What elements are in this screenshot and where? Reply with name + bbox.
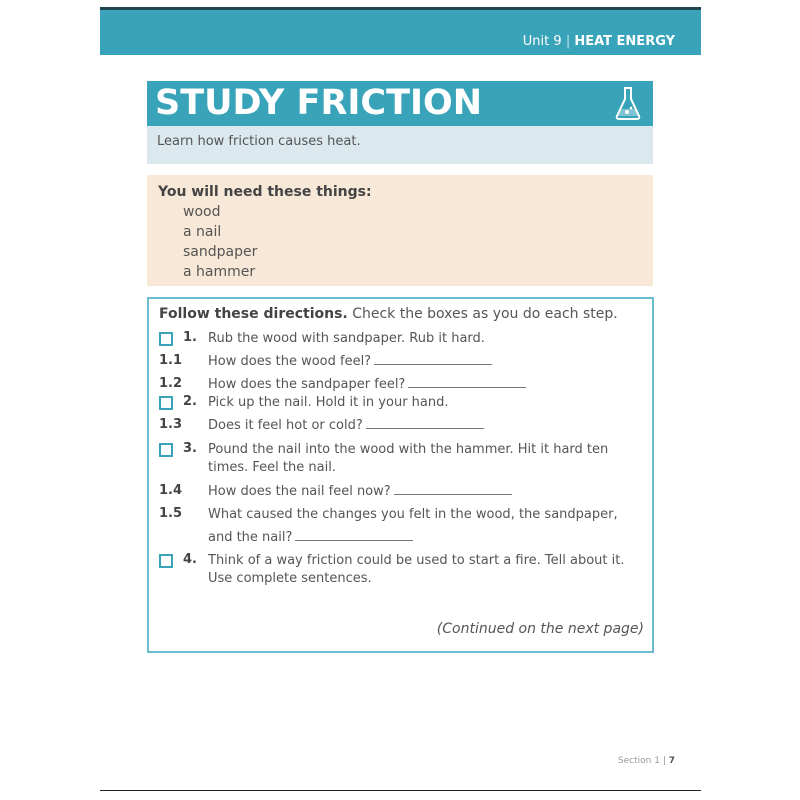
header-banner (100, 10, 701, 55)
item-text: How does the wood feel? (208, 354, 372, 369)
item-text: What caused the changes you felt in the wood, the sandpaper, and the nail? (208, 507, 618, 545)
step-number: 3. (183, 441, 197, 456)
step-checkbox[interactable] (159, 332, 173, 346)
directions-intro: Follow these directions. Check the boxes as you do each step. (159, 306, 618, 322)
question-number: 1.3 (159, 417, 183, 432)
directions-box (147, 297, 654, 653)
item-text: Rub the wood with sandpaper. Rub it hard. (208, 331, 485, 346)
page-footer: Section 1 | 7 (617, 756, 675, 766)
answer-blank[interactable] (394, 484, 512, 495)
answer-blank[interactable] (408, 377, 526, 388)
material-item: wood (183, 204, 221, 220)
question-number: 1.4 (159, 483, 183, 498)
answer-blank[interactable] (374, 354, 492, 365)
answer-blank[interactable] (295, 530, 413, 541)
step-number: 1. (183, 330, 197, 345)
question-number: 1.2 (159, 376, 183, 391)
step-number: 2. (183, 394, 197, 409)
step-checkbox[interactable] (159, 396, 173, 410)
answer-blank[interactable] (366, 418, 484, 429)
material-item: a hammer (183, 264, 256, 280)
item-text: Pound the nail into the wood with the hammer. Hit it hard ten times. Feel the nail. (208, 442, 609, 475)
item-text: Think of a way friction could be used to start a fire. Tell about it. Use complete sentences. (208, 553, 625, 586)
material-item: sandpaper (183, 244, 258, 260)
materials-box (147, 175, 653, 286)
question-number: 1.1 (159, 353, 183, 368)
item-text: Pick up the nail. Hold it in your hand. (208, 395, 449, 410)
continued-note: (Continued on the next page) (436, 621, 644, 637)
item-text: How does the nail feel now? (208, 484, 391, 499)
question-number: 1.5 (159, 506, 183, 521)
activity-title: STUDY FRICTION (155, 83, 483, 123)
unit-label: Unit 9 | HEAT ENERGY (522, 34, 675, 49)
material-item: a nail (183, 224, 222, 240)
activity-subtitle-box (147, 126, 653, 164)
step-number: 4. (183, 552, 197, 567)
activity-subtitle: Learn how friction causes heat. (157, 134, 361, 149)
flask-icon (613, 85, 643, 121)
step-checkbox[interactable] (159, 554, 173, 568)
step-checkbox[interactable] (159, 443, 173, 457)
activity-title-bar (147, 81, 653, 126)
item-text: How does the sandpaper feel? (208, 377, 406, 392)
bottom-rule (100, 790, 701, 791)
materials-heading: You will need these things: (158, 184, 372, 200)
item-text: Does it feel hot or cold? (208, 418, 363, 433)
